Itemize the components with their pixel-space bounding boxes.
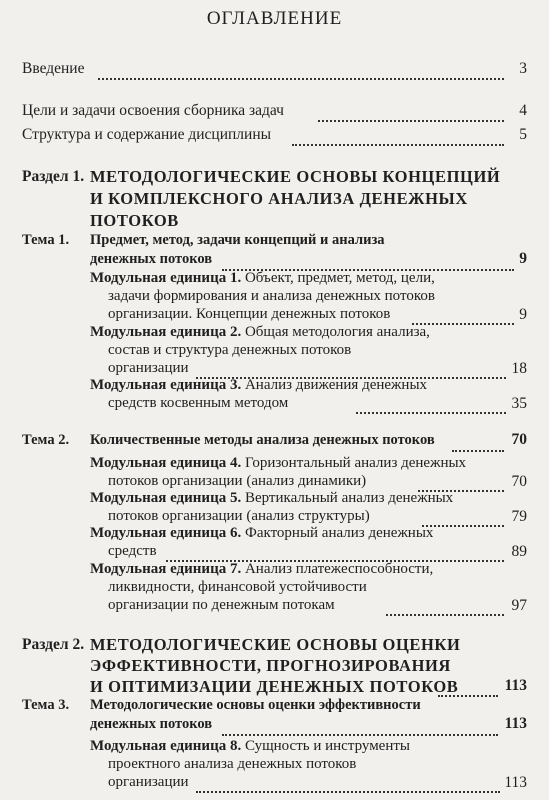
toc-entry-intro[interactable]: Введение bbox=[22, 60, 85, 77]
topic-title-line[interactable]: денежных потоков bbox=[90, 251, 213, 267]
topic-title-line[interactable]: Методологические основы оценки эффективности bbox=[90, 697, 421, 713]
unit-label: Модульная единица 4. bbox=[90, 455, 242, 471]
unit-text: Факторный анализ денежных bbox=[244, 525, 434, 541]
section-title-line[interactable]: И КОМПЛЕКСНОГО АНАЛИЗА ДЕНЕЖНЫХ bbox=[90, 189, 468, 208]
unit-line[interactable] bbox=[90, 324, 430, 341]
page-number: 70 bbox=[511, 431, 527, 448]
page-number: 70 bbox=[511, 473, 527, 490]
unit-text: Вертикальный анализ денежных bbox=[244, 490, 454, 506]
page-number: 113 bbox=[504, 774, 527, 791]
page-title: ОГЛАВЛЕНИЕ bbox=[206, 8, 343, 29]
unit-label: Модульная единица 5. bbox=[90, 490, 242, 506]
section-label: Раздел 2. bbox=[22, 636, 85, 653]
unit-line: потоков организации (анализ динамики) bbox=[108, 473, 367, 489]
dot-leader bbox=[292, 128, 504, 146]
dot-leader bbox=[386, 598, 504, 616]
unit-line: проектного анализа денежных потоков bbox=[108, 756, 357, 772]
dot-leader bbox=[318, 104, 504, 122]
dot-leader bbox=[222, 718, 498, 736]
unit-text: Анализ движения денежных bbox=[244, 377, 428, 393]
page-number: 113 bbox=[504, 715, 527, 732]
page-number: 18 bbox=[511, 360, 527, 377]
page-number: 113 bbox=[504, 677, 527, 694]
unit-line[interactable] bbox=[90, 738, 410, 755]
page-number: 3 bbox=[519, 60, 527, 77]
unit-line[interactable] bbox=[90, 377, 427, 394]
unit-line: организации. Концепции денежных потоков bbox=[108, 306, 391, 322]
unit-text: Общая методология анализа, bbox=[244, 324, 430, 340]
unit-line: задачи формирования и анализа денежных потоков bbox=[108, 288, 435, 304]
unit-line: потоков организации (анализ структуры) bbox=[108, 508, 370, 524]
page-number: 9 bbox=[519, 250, 527, 267]
unit-line: организации по денежным потокам bbox=[108, 597, 335, 613]
unit-label: Модульная единица 1. bbox=[90, 270, 242, 286]
dot-leader bbox=[356, 396, 506, 414]
topic-label: Тема 1. bbox=[22, 232, 70, 248]
unit-line: организации bbox=[108, 360, 189, 376]
unit-label: Модульная единица 7. bbox=[90, 561, 242, 577]
unit-text: Горизонтальный анализ денежных bbox=[244, 455, 467, 471]
unit-label: Модульная единица 3. bbox=[90, 377, 242, 393]
page-number: 79 bbox=[511, 508, 527, 525]
unit-text: Объект, предмет, метод, цели, bbox=[244, 270, 435, 286]
page-number: 4 bbox=[519, 102, 527, 119]
unit-line: ликвидности, финансовой устойчивости bbox=[108, 579, 367, 595]
toc-entry-goals[interactable]: Цели и задачи освоения сборника задач bbox=[22, 102, 284, 119]
dot-leader bbox=[412, 307, 514, 325]
dot-leader bbox=[98, 62, 504, 80]
section-title-line[interactable]: И ОПТИМИЗАЦИИ ДЕНЕЖНЫХ ПОТОКОВ bbox=[90, 677, 459, 696]
unit-line: средств косвенным методом bbox=[108, 395, 289, 411]
page-number: 9 bbox=[519, 306, 527, 323]
topic-title-line[interactable]: Количественные методы анализа денежных потоков bbox=[90, 432, 435, 448]
topic-label: Тема 2. bbox=[22, 432, 70, 448]
dot-leader bbox=[222, 253, 514, 271]
dot-leader bbox=[452, 434, 504, 452]
unit-line[interactable] bbox=[90, 455, 466, 472]
section-title-line[interactable]: ПОТОКОВ bbox=[90, 211, 179, 230]
section-title-line[interactable]: МЕТОДОЛОГИЧЕСКИЕ ОСНОВЫ ОЦЕНКИ bbox=[90, 635, 461, 654]
toc-entry-structure[interactable]: Структура и содержание дисциплины bbox=[22, 126, 272, 143]
unit-text: Анализ платежеспособности, bbox=[244, 561, 434, 577]
page-number: 5 bbox=[519, 126, 527, 143]
page-number: 97 bbox=[511, 597, 527, 614]
unit-label: Модульная единица 6. bbox=[90, 525, 242, 541]
topic-title-line[interactable]: Предмет, метод, задачи концепций и анализа bbox=[90, 232, 385, 248]
dot-leader bbox=[438, 679, 498, 697]
section-title-line[interactable]: ЭФФЕКТИВНОСТИ, ПРОГНОЗИРОВАНИЯ bbox=[90, 656, 451, 675]
unit-text: Сущность и инструменты bbox=[244, 738, 410, 754]
section-label: Раздел 1. bbox=[22, 168, 85, 185]
unit-line[interactable] bbox=[90, 270, 435, 287]
unit-label: Модульная единица 2. bbox=[90, 324, 242, 340]
unit-line: организации bbox=[108, 774, 189, 790]
unit-line: средств bbox=[108, 543, 157, 559]
unit-line[interactable] bbox=[90, 525, 433, 542]
dot-leader bbox=[196, 775, 500, 793]
dot-leader bbox=[422, 509, 504, 527]
topic-title-line[interactable]: денежных потоков bbox=[90, 716, 213, 732]
unit-label: Модульная единица 8. bbox=[90, 738, 242, 754]
topic-label: Тема 3. bbox=[22, 697, 70, 713]
unit-line[interactable] bbox=[90, 490, 453, 507]
unit-line[interactable] bbox=[90, 561, 433, 578]
section-title-line[interactable]: МЕТОДОЛОГИЧЕСКИЕ ОСНОВЫ КОНЦЕПЦИЙ bbox=[90, 167, 501, 186]
page-number: 89 bbox=[511, 543, 527, 560]
page-number: 35 bbox=[511, 395, 527, 412]
dot-leader bbox=[166, 544, 504, 562]
unit-line: состав и структура денежных потоков bbox=[108, 342, 352, 358]
